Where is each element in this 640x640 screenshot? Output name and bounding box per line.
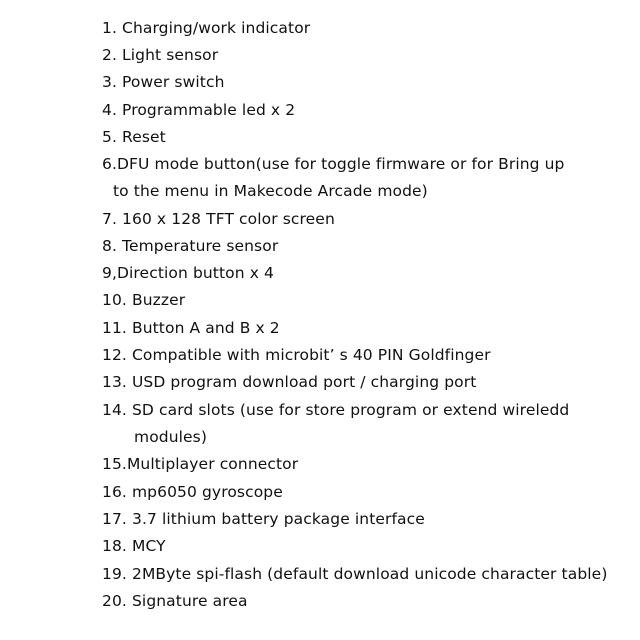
list-item: 20. Signature area [102,592,248,610]
list-item: 13. USD program download port / charging port [102,373,477,391]
list-item: 12. Compatible with microbit’ s 40 PIN Goldfinger [102,346,491,364]
list-item: 10. Buzzer [102,291,186,309]
list-item: 11. Button A and B x 2 [102,319,280,337]
list-item: 9,Direction button x 4 [102,264,274,282]
list-item: 7. 160 x 128 TFT color screen [102,210,335,228]
list-item: 3. Power switch [102,73,225,91]
list-item-continuation: to the menu in Makecode Arcade mode) [113,182,428,200]
list-item: 16. mp6050 gyroscope [102,483,283,501]
list-item-continuation: modules) [134,428,208,446]
list-item: 5. Reset [102,128,166,146]
list-item: 18. MCY [102,537,166,555]
list-item: 15.Multiplayer connector [102,455,299,473]
list-item: 4. Programmable led x 2 [102,101,296,119]
list-item: 2. Light sensor [102,46,219,64]
list-item: 8. Temperature sensor [102,237,279,255]
list-item: 19. 2MByte spi-flash (default download unicode character table) [102,565,608,583]
list-item: 17. 3.7 lithium battery package interface [102,510,425,528]
list-item: 1. Charging/work indicator [102,19,311,37]
list-item: 6.DFU mode button(use for toggle firmware or for Bring up [102,155,565,173]
list-item: 14. SD card slots (use for store program or extend wireledd [102,401,570,419]
